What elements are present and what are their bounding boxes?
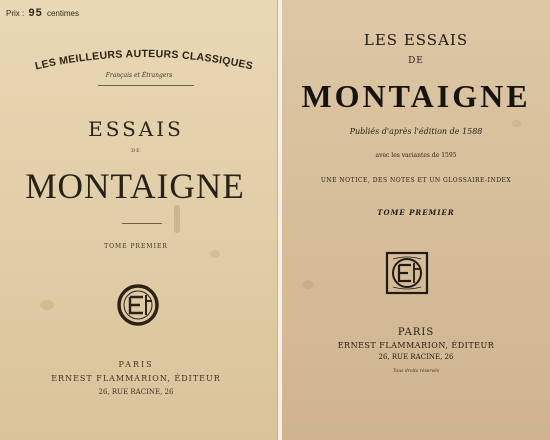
price-prefix: Prix : bbox=[6, 9, 25, 18]
title-page-city: PARIS bbox=[397, 327, 435, 338]
cover-address: 26, RUE RACINE, 26 bbox=[98, 388, 174, 396]
title-page-publisher: ERNEST FLAMMARION, ÉDITEUR bbox=[337, 341, 495, 350]
ef-monogram-icon bbox=[384, 250, 430, 296]
cover-city: PARIS bbox=[118, 360, 154, 369]
title-page-variants-line: avec les variantes de 1595 bbox=[375, 152, 457, 159]
title-page-address: 26, RUE RACINE, 26 bbox=[378, 353, 454, 361]
svg-text:LES MEILLEURS AUTEURS CLASSIQU bbox=[34, 48, 254, 72]
title-page-connector: DE bbox=[408, 56, 424, 66]
series-subtitle: Français et Étrangers bbox=[105, 72, 173, 79]
cover-publisher: ERNEST FLAMMARION, ÉDITEUR bbox=[51, 374, 221, 383]
title-page-rights: Tous droits réservés bbox=[392, 369, 440, 374]
title-page bbox=[282, 0, 550, 440]
cover-title: ESSAIS bbox=[88, 117, 184, 141]
cover-divider bbox=[122, 223, 162, 224]
title-page-volume: TOME PREMIER bbox=[377, 208, 455, 217]
title-page-title: LES ESSAIS bbox=[363, 31, 469, 49]
title-page-author: MONTAIGNE bbox=[301, 78, 531, 114]
series-title bbox=[30, 40, 258, 72]
price-label bbox=[6, 7, 79, 19]
series-divider bbox=[98, 85, 194, 86]
cover-volume: TOME PREMIER bbox=[104, 243, 168, 250]
series-title-text: LES MEILLEURS AUTEURS CLASSIQUES bbox=[33, 47, 255, 72]
price-value: 95 bbox=[28, 7, 43, 19]
ef-monogram-icon bbox=[116, 283, 160, 327]
cover-author: MONTAIGNE bbox=[25, 166, 245, 206]
price-unit: centimes bbox=[46, 9, 79, 18]
title-page-notice-line: UNE NOTICE, DES NOTES ET UN GLOSSAIRE-INDEX bbox=[320, 177, 512, 184]
title-page-published-line: Publiés d'après l'édition de 1588 bbox=[349, 127, 483, 136]
cover-connector: DE bbox=[131, 148, 141, 154]
